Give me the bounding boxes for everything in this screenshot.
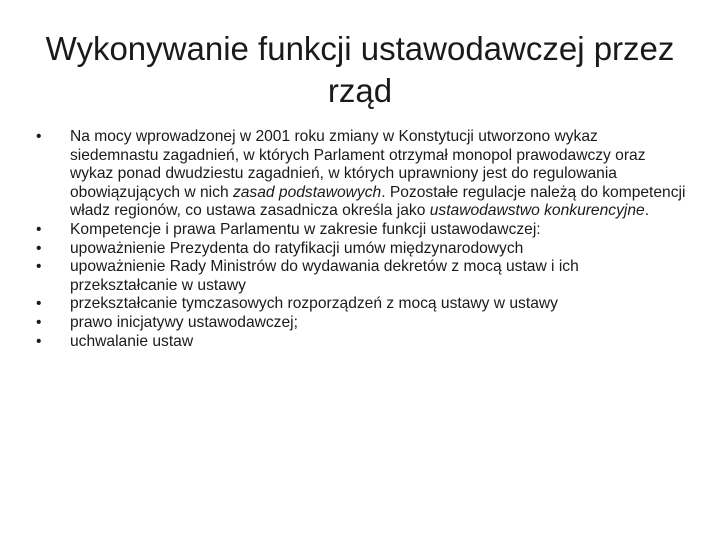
bullet-icon: • bbox=[36, 220, 42, 238]
bullet-item-7 bbox=[36, 333, 686, 352]
bullet-text: . Pozostałe regulacje należą do kompetencji władz regionów, co ustawa zasadnicza określa jako bbox=[70, 183, 686, 220]
bullet-icon: • bbox=[36, 128, 42, 145]
bullet-text: Kompetencje i prawa Parlamentu w zakresie funkcji ustawodawczej: bbox=[70, 220, 541, 238]
bullet-icon: • bbox=[36, 239, 42, 257]
bullet-item-4 bbox=[36, 258, 686, 295]
bullet-item-2 bbox=[36, 221, 686, 240]
bullet-icon: • bbox=[36, 258, 42, 276]
bullet-item-5 bbox=[36, 295, 686, 314]
italic-term: ustawodawstwo konkurencyjne bbox=[429, 202, 645, 220]
bullet-item-3 bbox=[36, 240, 686, 259]
bullet-icon: • bbox=[36, 295, 42, 313]
italic-term: zasad podstawowych bbox=[232, 183, 382, 201]
slide-title: Wykonywanie funkcji ustawodawczej przez rząd bbox=[45, 30, 675, 109]
bullet-list bbox=[36, 128, 686, 351]
bullet-text: przekształcanie tymczasowych rozporządzeń z mocą ustawy w ustawy bbox=[70, 295, 558, 313]
bullet-icon: • bbox=[36, 313, 42, 331]
bullet-text: upoważnienie Prezydenta do ratyfikacji umów międzynarodowych bbox=[70, 239, 524, 257]
bullet-icon: • bbox=[36, 332, 42, 350]
bullet-text: . bbox=[644, 202, 650, 220]
bullet-item-1 bbox=[36, 128, 686, 221]
bullet-text: uchwalanie ustaw bbox=[70, 332, 194, 350]
bullet-text: prawo inicjatywy ustawodawczej; bbox=[70, 313, 298, 331]
bullet-item-6 bbox=[36, 314, 686, 333]
bullet-text: upoważnienie Rady Ministrów do wydawania dekretów z mocą ustaw i ich przekształcanie w ustawy bbox=[70, 258, 579, 294]
bullet-text: Na mocy wprowadzonej w 2001 roku zmiany w Konstytucji utworzono wykaz siedemnastu zagadnień, w których Parlament otrzymał monopol prawodawczy oraz wykaz ponad dwudziestu zagadnień, w których uprawniony jest do regulowania obowiązujących w nich bbox=[70, 128, 646, 201]
